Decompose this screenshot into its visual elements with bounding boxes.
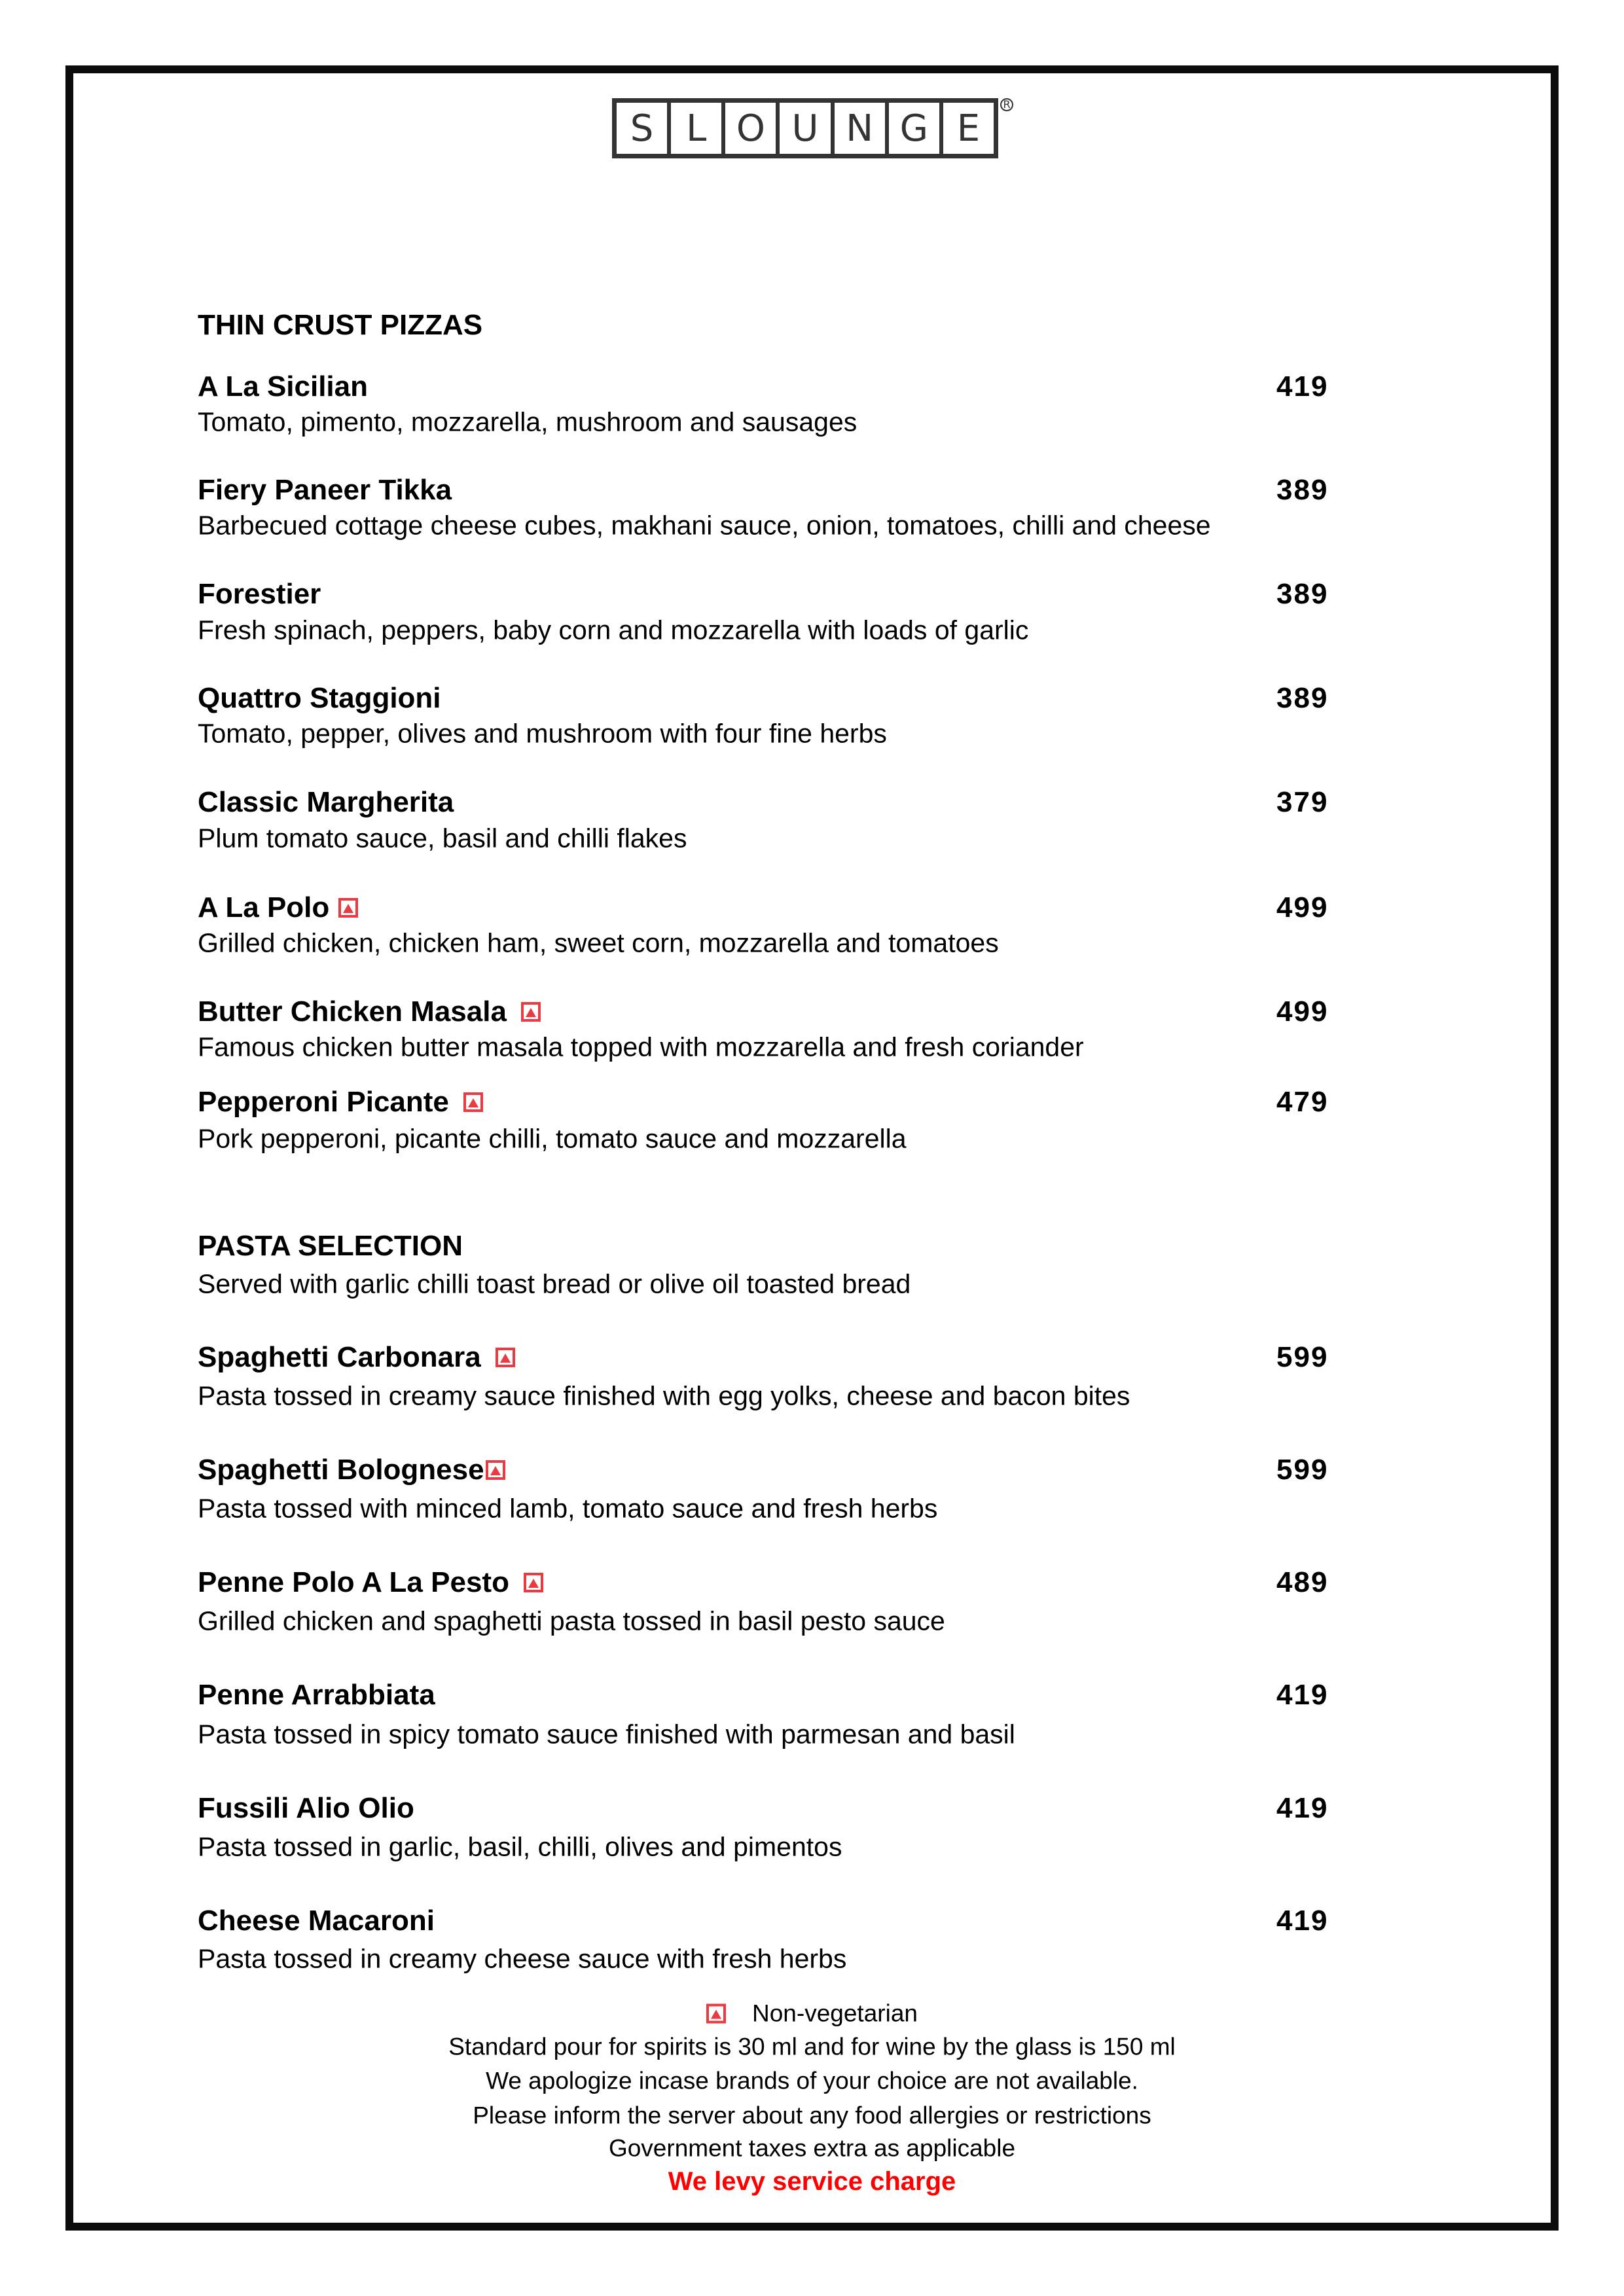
logo-letter: N bbox=[835, 103, 885, 154]
menu-item-description: Pasta tossed in garlic, basil, chilli, olives and pimentos bbox=[198, 1831, 842, 1862]
non-veg-icon bbox=[521, 1002, 541, 1022]
non-veg-icon bbox=[524, 1573, 543, 1592]
menu-item-name bbox=[198, 997, 541, 1026]
logo-letter: U bbox=[780, 103, 830, 154]
menu-item-name bbox=[198, 1907, 435, 1935]
non-veg-icon bbox=[496, 1348, 515, 1367]
menu-item-description: Plum tomato sauce, basil and chilli flakes bbox=[198, 823, 687, 853]
item-name-text: Cheese Macaroni bbox=[198, 1905, 435, 1937]
menu-item-price: 499 bbox=[1276, 996, 1329, 1028]
item-name-text: Penne Arrabbiata bbox=[198, 1679, 435, 1711]
menu-item-price: 499 bbox=[1276, 891, 1329, 924]
item-name-text: Forestier bbox=[198, 578, 321, 610]
item-name-text: Quattro Staggioni bbox=[198, 682, 441, 714]
menu-item-price: 389 bbox=[1276, 578, 1329, 610]
menu-item-description: Pasta tossed in creamy cheese sauce with fresh herbs bbox=[198, 1943, 847, 1974]
footer-note-taxes: Government taxes extra as applicable bbox=[608, 2134, 1016, 2162]
menu-item-name bbox=[198, 1343, 515, 1372]
menu-item-price: 599 bbox=[1276, 1341, 1329, 1373]
menu-item-price: 419 bbox=[1276, 1792, 1329, 1824]
menu-item-price: 419 bbox=[1276, 370, 1329, 403]
menu-item-name bbox=[198, 1794, 414, 1823]
logo-letter: O bbox=[725, 103, 776, 154]
menu-item-name bbox=[198, 580, 321, 609]
menu-item-name bbox=[198, 1681, 435, 1710]
menu-item-name bbox=[198, 476, 452, 505]
non-veg-legend bbox=[0, 2001, 1624, 2026]
menu-item-name bbox=[198, 1456, 505, 1484]
non-veg-icon bbox=[706, 2003, 726, 2023]
slounge-logo bbox=[612, 98, 998, 158]
non-veg-icon bbox=[486, 1460, 505, 1480]
section-title-pasta: PASTA SELECTION bbox=[198, 1230, 463, 1262]
item-name-text: Fussili Alio Olio bbox=[198, 1792, 414, 1824]
footer-note-allergies: Please inform the server about any food allergies or restrictions bbox=[473, 2102, 1151, 2129]
menu-item-description: Pasta tossed in spicy tomato sauce finished with parmesan and basil bbox=[198, 1719, 1015, 1749]
menu-item-description: Grilled chicken, chicken ham, sweet corn, mozzarella and tomatoes bbox=[198, 927, 999, 958]
item-name-text: Classic Margherita bbox=[198, 786, 454, 818]
legend-label: Non-vegetarian bbox=[752, 2000, 918, 2027]
item-name-text: Spaghetti Bolognese bbox=[198, 1454, 484, 1486]
menu-item-price: 599 bbox=[1276, 1454, 1329, 1486]
item-name-text: Spaghetti Carbonara bbox=[198, 1341, 481, 1373]
menu-item-description: Pork pepperoni, picante chilli, tomato sauce and mozzarella bbox=[198, 1123, 907, 1154]
registered-mark-icon: R bbox=[1000, 98, 1013, 111]
menu-item-name bbox=[198, 1568, 543, 1597]
logo-letter: E bbox=[943, 103, 994, 154]
section-subtitle: Served with garlic chilli toast bread or olive oil toasted bread bbox=[198, 1268, 911, 1299]
section-title-pizzas: THIN CRUST PIZZAS bbox=[198, 309, 483, 341]
menu-item-price: 479 bbox=[1276, 1086, 1329, 1118]
menu-item-name bbox=[198, 1088, 483, 1117]
menu-item-price: 419 bbox=[1276, 1905, 1329, 1937]
item-name-text: Penne Polo A La Pesto bbox=[198, 1566, 509, 1598]
menu-item-description: Grilled chicken and spaghetti pasta tossed in basil pesto sauce bbox=[198, 1605, 945, 1636]
menu-item-description: Famous chicken butter masala topped with mozzarella and fresh coriander bbox=[198, 1031, 1084, 1062]
menu-item-description: Tomato, pimento, mozzarella, mushroom and sausages bbox=[198, 406, 857, 437]
menu-item-price: 379 bbox=[1276, 786, 1329, 818]
menu-item-price: 489 bbox=[1276, 1566, 1329, 1598]
footer-note-pour: Standard pour for spirits is 30 ml and for wine by the glass is 150 ml bbox=[448, 2033, 1176, 2060]
item-name-text: Butter Chicken Masala bbox=[198, 996, 507, 1028]
non-veg-icon bbox=[463, 1092, 483, 1112]
menu-item-description: Fresh spinach, peppers, baby corn and mozzarella with loads of garlic bbox=[198, 615, 1029, 645]
menu-item-description: Tomato, pepper, olives and mushroom with four fine herbs bbox=[198, 718, 887, 749]
menu-item-name bbox=[198, 788, 454, 817]
menu-item-description: Pasta tossed with minced lamb, tomato sauce and fresh herbs bbox=[198, 1493, 938, 1524]
menu-item-price: 389 bbox=[1276, 474, 1329, 506]
item-name-text: Fiery Paneer Tikka bbox=[198, 474, 452, 506]
non-veg-icon bbox=[338, 898, 358, 918]
menu-item-price: 389 bbox=[1276, 682, 1329, 714]
logo-letter: G bbox=[889, 103, 939, 154]
item-name-text: A La Sicilian bbox=[198, 370, 369, 403]
footer-note-brands: We apologize incase brands of your choice are not available. bbox=[486, 2067, 1138, 2094]
logo-letter: L bbox=[671, 103, 721, 154]
logo-letter: S bbox=[617, 103, 667, 154]
item-name-text: Pepperoni Picante bbox=[198, 1086, 449, 1118]
menu-item-name bbox=[198, 893, 358, 922]
menu-item-name bbox=[198, 684, 441, 713]
menu-item-price: 419 bbox=[1276, 1679, 1329, 1711]
menu-item-name bbox=[198, 372, 368, 401]
service-charge-note: We levy service charge bbox=[668, 2167, 956, 2196]
menu-item-description: Pasta tossed in creamy sauce finished with egg yolks, cheese and bacon bites bbox=[198, 1380, 1130, 1411]
item-name-text: A La Polo bbox=[198, 891, 330, 924]
menu-item-description: Barbecued cottage cheese cubes, makhani sauce, onion, tomatoes, chilli and cheese bbox=[198, 510, 1211, 541]
